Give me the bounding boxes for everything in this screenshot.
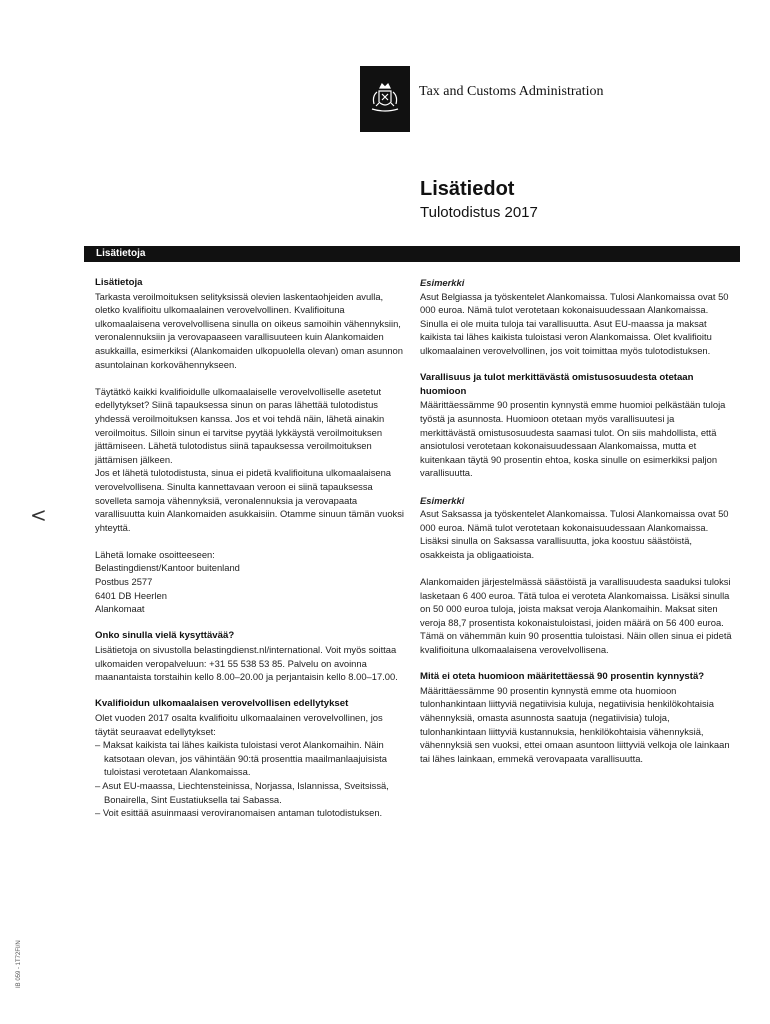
left-heading-3: Kvalifioidun ulkomaalaisen verovelvollisen edellytykset	[95, 698, 349, 710]
list-item: – Voit esittää asuinmaasi veroviranomaisen antaman tulotodistuksen.	[95, 807, 383, 819]
org-name: Tax and Customs Administration	[419, 84, 604, 99]
section-bar: Lisätietoja	[84, 246, 740, 262]
left-heading-1: Lisätietoja	[95, 277, 143, 288]
right-heading-1: Varallisuus ja tulot merkittävästä omistusosuudesta otetaan huomioon	[420, 372, 694, 397]
right-heading-2: Mitä ei oteta huomioon määritettäessä 90 prosentin kynnystä?	[420, 671, 705, 683]
left-column	[95, 276, 407, 820]
left-paragraph-3: Jos et lähetä tulotodistusta, sinua ei pidetä kvalifioituna ulkomaalaisena verovelvollisena. Sinulta kannettavaan veroon ei siinä tapauksessa sovelleta samoja vähennyksiä, veronalennuksia ja verovapaata varallisuutta kuin Alankomaiden asukkaisiin. Otamme sinuun tämän vuoksi yhteyttä.	[95, 467, 405, 533]
example-text-2: Asut Saksassa ja työskentelet Alankomaissa. Tulosi Alankomaissa ovat 50 000 euroa. Nämä tulot verotetaan kokonaisuudessaan Alankomaissa. Lisäksi sinulla on Saksassa varallisuutta, joka koostuu säästöistä, osakkeista ja obligaatioista.	[420, 508, 729, 560]
left-heading-2: Onko sinulla vielä kysyttävää?	[95, 630, 235, 642]
left-paragraph-1: Tarkasta veroilmoituksen selityksissä olevien laskentaohjeiden avulla, oletko kvalifioitu ulkomaalainen verovelvollinen. Kvalifioituna ulkomaalaisena verovelvollisena sinulla on oikeus samoihin vähennyksiin, veronalennuksiin ja verovapaaseen varallisuuteen kuin Alankomaiden asukkailla, esimerkiksi (Alankomaiden ulkopuolella olevan) oman asunnon asuntolainan korkovähennykseen.	[95, 290, 403, 370]
left-paragraph-4: Lisätietoja on sivustolla belastingdienst.nl/international. Voit myös soittaa ulkomaiden veropalveluun: +31 55 538 53 85. Palvelu on avoinna maanantaista torstaihin kello 8.00–20.00 ja perjantaisin kello 8.00–17.00.	[95, 644, 398, 683]
example-text-1: Asut Belgiassa ja työskentelet Alankomaissa. Tulosi Alankomaissa ovat 50 000 euroa. Nämä tulot verotetaan kokonaisuudessaan Alankomaissa. Sinulla ei ole muita tuloja tai varallisuutta. Asut EU-maassa ja maksat kaikista tai lähes kaikista tuloistasi veron Alankomaissa. Olet kvalifioitu ulkomaalainen verovelvollinen, jos voit toimittaa myös tulotodistuksen.	[420, 290, 729, 356]
address-line: Alankomaat	[95, 603, 145, 615]
royal-coat-of-arms-icon	[366, 80, 404, 118]
address-intro: Lähetä lomake osoitteeseen:	[95, 548, 215, 560]
left-paragraph-2: Täytätkö kaikki kvalifioidulle ulkomaalaiselle verovelvolliselle asetetut edellytykset? Siinä tapauksessa sinun on paras lähettää tulotodistus yhdessä veroilmoituksen kanssa. Jos et voi tehdä näin, lähetä ainakin veroilmoitus. Silloin sinun ei tarvitse pyytää lykkäystä veroilmoituksen jättämiseen. Lähetä tulotodistus siinä tapauksessa veroilmoituksen jättämisen jälkeen.	[95, 385, 385, 465]
address-line: 6401 DB Heerlen	[95, 589, 167, 601]
left-paragraph-5: Olet vuoden 2017 osalta kvalifioitu ulkomaalainen verovelvollinen, jos täytät seuraavat edellytykset:	[95, 712, 383, 737]
form-code: IB 059 - 1T72FI/N	[16, 940, 22, 988]
right-column	[420, 276, 732, 765]
right-paragraph-1: Määrittäessämme 90 prosentin kynnystä emme huomioi pelkästään tuloja työstä ja asunnosta. Huomioon otetaan myös varallisuutesi ja merkittävästä omistusosuudesta saamasi tulot. On siis mahdollista, että ansiotulosi verotetaan kokonaisuudessaan Alankomaissa, mutta et kuitenkaan täytä 90 prosentin ehtoa, koska sinulle on esimerkiksi paljon varallisuutta.	[420, 399, 726, 479]
logo	[360, 66, 410, 132]
right-paragraph-3: Määrittäessämme 90 prosentin kynnystä emme ota huomioon tulonhankintaan liittyviä negatiivisia kuluja, negatiivisia henkilökohtaisia vähennyksiä, omasta asunnosta saatuja (negatiivisia) tuloja, tulonhankintaan liittyviä kustannuksia, henkilökohtaisia vähennyksiä, vähennyksiä sen vuoksi, ettei omaan asuntoon liittyviä velkoja ole lainkaan tai lähes lainkaan, emmekä verovapaata varallisuutta.	[420, 684, 730, 764]
page-subtitle: Tulotodistus 2017	[420, 204, 538, 221]
page-title: Lisätiedot	[420, 178, 515, 200]
list-item: – Maksat kaikista tai lähes kaikista tuloistasi verot Alankomaihin. Näin katsotaan olevan, jos vähintään 90:tä prosenttia maailmanlaajuisista tuloistasi verotetaan Alankomaissa.	[95, 739, 387, 778]
example-label-2: Esimerkki	[420, 494, 465, 506]
list-item: – Asut EU-maassa, Liechtensteinissa, Norjassa, Islannissa, Sveitsissä, Bonairella, Sint Eustatiuksella tai Sabassa.	[95, 779, 389, 805]
right-paragraph-2: Alankomaiden järjestelmässä säästöistä ja varallisuudesta saaduksi tuloksi lasketaan 6 400 euroa. Tätä tuloa ei veroteta Alankomaissa. Lisäksi sinulla on 50 000 euroa tuloja, joista maksat veroja Alankomaihin. Maksat siten veroja 88,7 prosentista kokonaistuloistasi, joiden määrä on 56 400 euroa. Tämä on vähemmän kuin 90 prosenttia tuloistasi. Näin ollen sinua ei pidetä kvalifioituna ulkomaalaisena verovelvollisena.	[420, 576, 732, 656]
previous-page-chevron-icon[interactable]: <	[30, 503, 47, 527]
conditions-list	[95, 738, 407, 820]
address-line: Belastingdienst/Kantoor buitenland	[95, 562, 240, 574]
address-line: Postbus 2577	[95, 576, 153, 588]
example-label-1: Esimerkki	[420, 277, 465, 288]
